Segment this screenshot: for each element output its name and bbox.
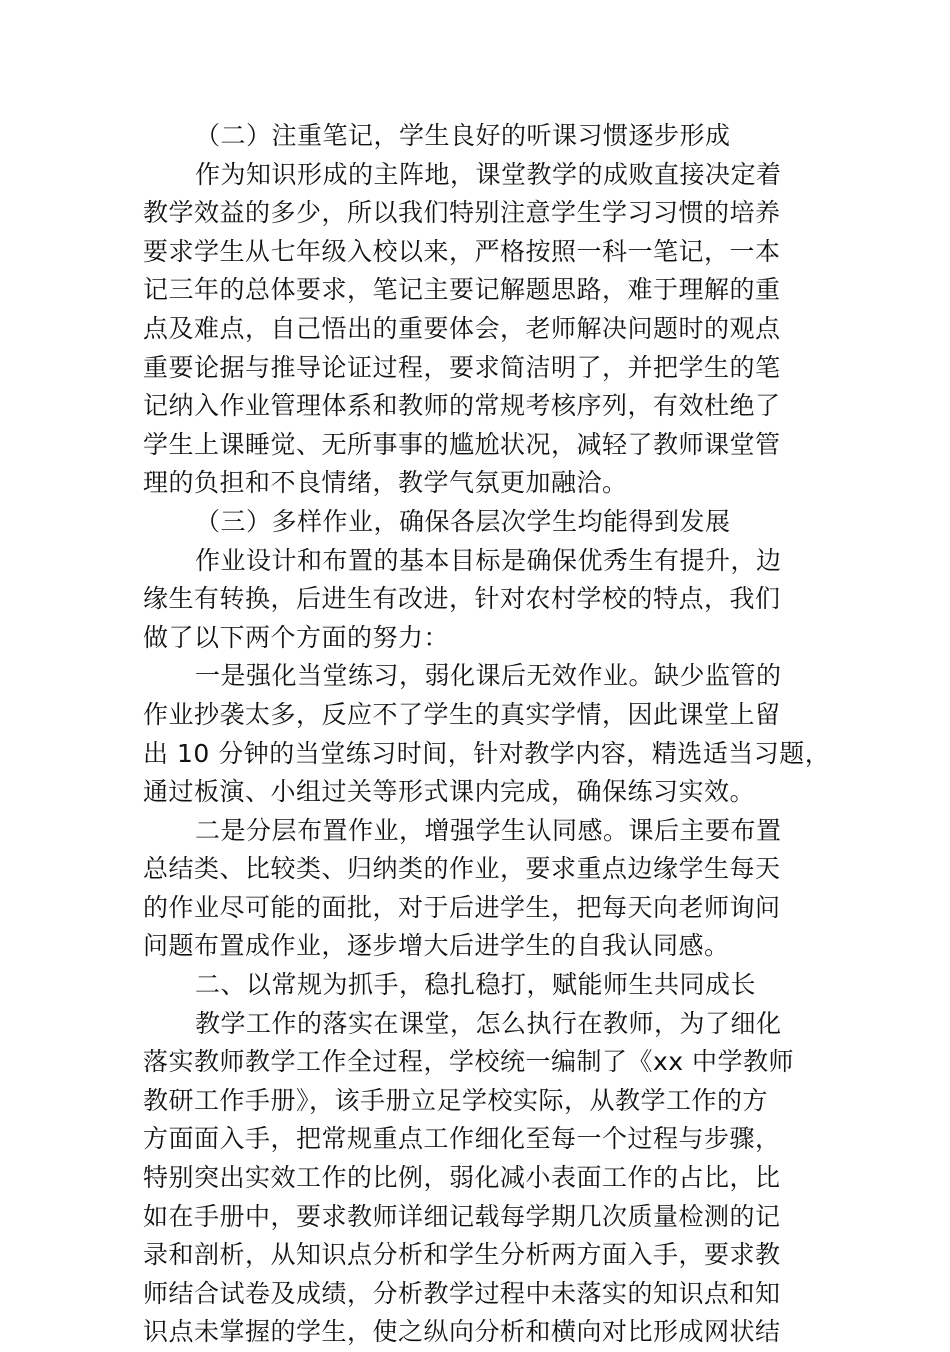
document-body	[143, 117, 831, 1352]
text-line: 总结类、比较类、归纳类的作业，要求重点边缘学生每天	[143, 854, 781, 884]
text-line: 师结合试卷及成绩，分析教学过程中未落实的知识点和知	[143, 1278, 781, 1308]
text-line: 作业设计和布置的基本目标是确保优秀生有提升，边	[195, 545, 782, 575]
text-line: 一是强化当堂练习，弱化课后无效作业。缺少监管的	[195, 661, 782, 691]
text-line: 录和剖析，从知识点分析和学生分析两方面入手，要求教	[143, 1240, 781, 1270]
text-line: 作为知识形成的主阵地，课堂教学的成败直接决定着	[195, 159, 782, 189]
text-line: 缘生有转换，后进生有改进，针对农村学校的特点，我们	[143, 584, 781, 614]
text-line: 的作业尽可能的面批，对于后进学生，把每天向老师询问	[143, 892, 781, 922]
text-line: 落实教师教学工作全过程，学校统一编制了《xx 中学教师	[143, 1047, 795, 1077]
text-line: 理的负担和不良情绪，教学气氛更加融洽。	[143, 468, 628, 498]
text-line: 作业抄袭太多，反应不了学生的真实学情，因此课堂上留	[143, 699, 781, 729]
text-line: 如在手册中，要求教师详细记载每学期几次质量检测的记	[143, 1201, 781, 1231]
text-line: 通过板演、小组过关等形式课内完成，确保练习实效。	[143, 777, 756, 807]
text-line: 问题布置成作业，逐步增大后进学生的自我认同感。	[143, 931, 730, 961]
text-line: 识点未掌握的学生，使之纵向分析和横向对比形成网状结	[143, 1317, 781, 1347]
text-line: 教学工作的落实在课堂，怎么执行在教师，为了细化	[195, 1008, 782, 1038]
text-line: 点及难点，自己悟出的重要体会，老师解决问题时的观点	[143, 313, 781, 343]
text-line: 特别突出实效工作的比例，弱化减小表面工作的占比，比	[143, 1163, 781, 1193]
text-line: 教学效益的多少，所以我们特别注意学生学习习惯的培养	[143, 198, 781, 228]
text-line: （三）多样作业，确保各层次学生均能得到发展	[195, 506, 731, 536]
text-line: 方面面入手，把常规重点工作细化至每一个过程与步骤，	[143, 1124, 781, 1154]
text-line: 教研工作手册》，该手册立足学校实际，从教学工作的方	[143, 1085, 769, 1115]
text-line: 二、以常规为抓手，稳扎稳打，赋能师生共同成长	[195, 970, 757, 1000]
text-line: 出 10 分钟的当堂练习时间，针对教学内容，精选适当习题，	[143, 738, 831, 768]
text-line: 重要论据与推导论证过程，要求简洁明了，并把学生的笔	[143, 352, 781, 382]
text-line: 记纳入作业管理体系和教师的常规考核序列，有效杜绝了	[143, 391, 781, 421]
text-line: 记三年的总体要求，笔记主要记解题思路，难于理解的重	[143, 275, 781, 305]
text-line: 做了以下两个方面的努力：	[143, 622, 450, 652]
text-line: 二是分层布置作业，增强学生认同感。课后主要布置	[195, 815, 782, 845]
text-line: 要求学生从七年级入校以来，严格按照一科一笔记，一本	[143, 236, 781, 266]
text-line: （二）注重笔记，学生良好的听课习惯逐步形成	[195, 121, 731, 150]
text-line: 学生上课睡觉、无所事事的尴尬状况，减轻了教师课堂管	[143, 429, 781, 459]
